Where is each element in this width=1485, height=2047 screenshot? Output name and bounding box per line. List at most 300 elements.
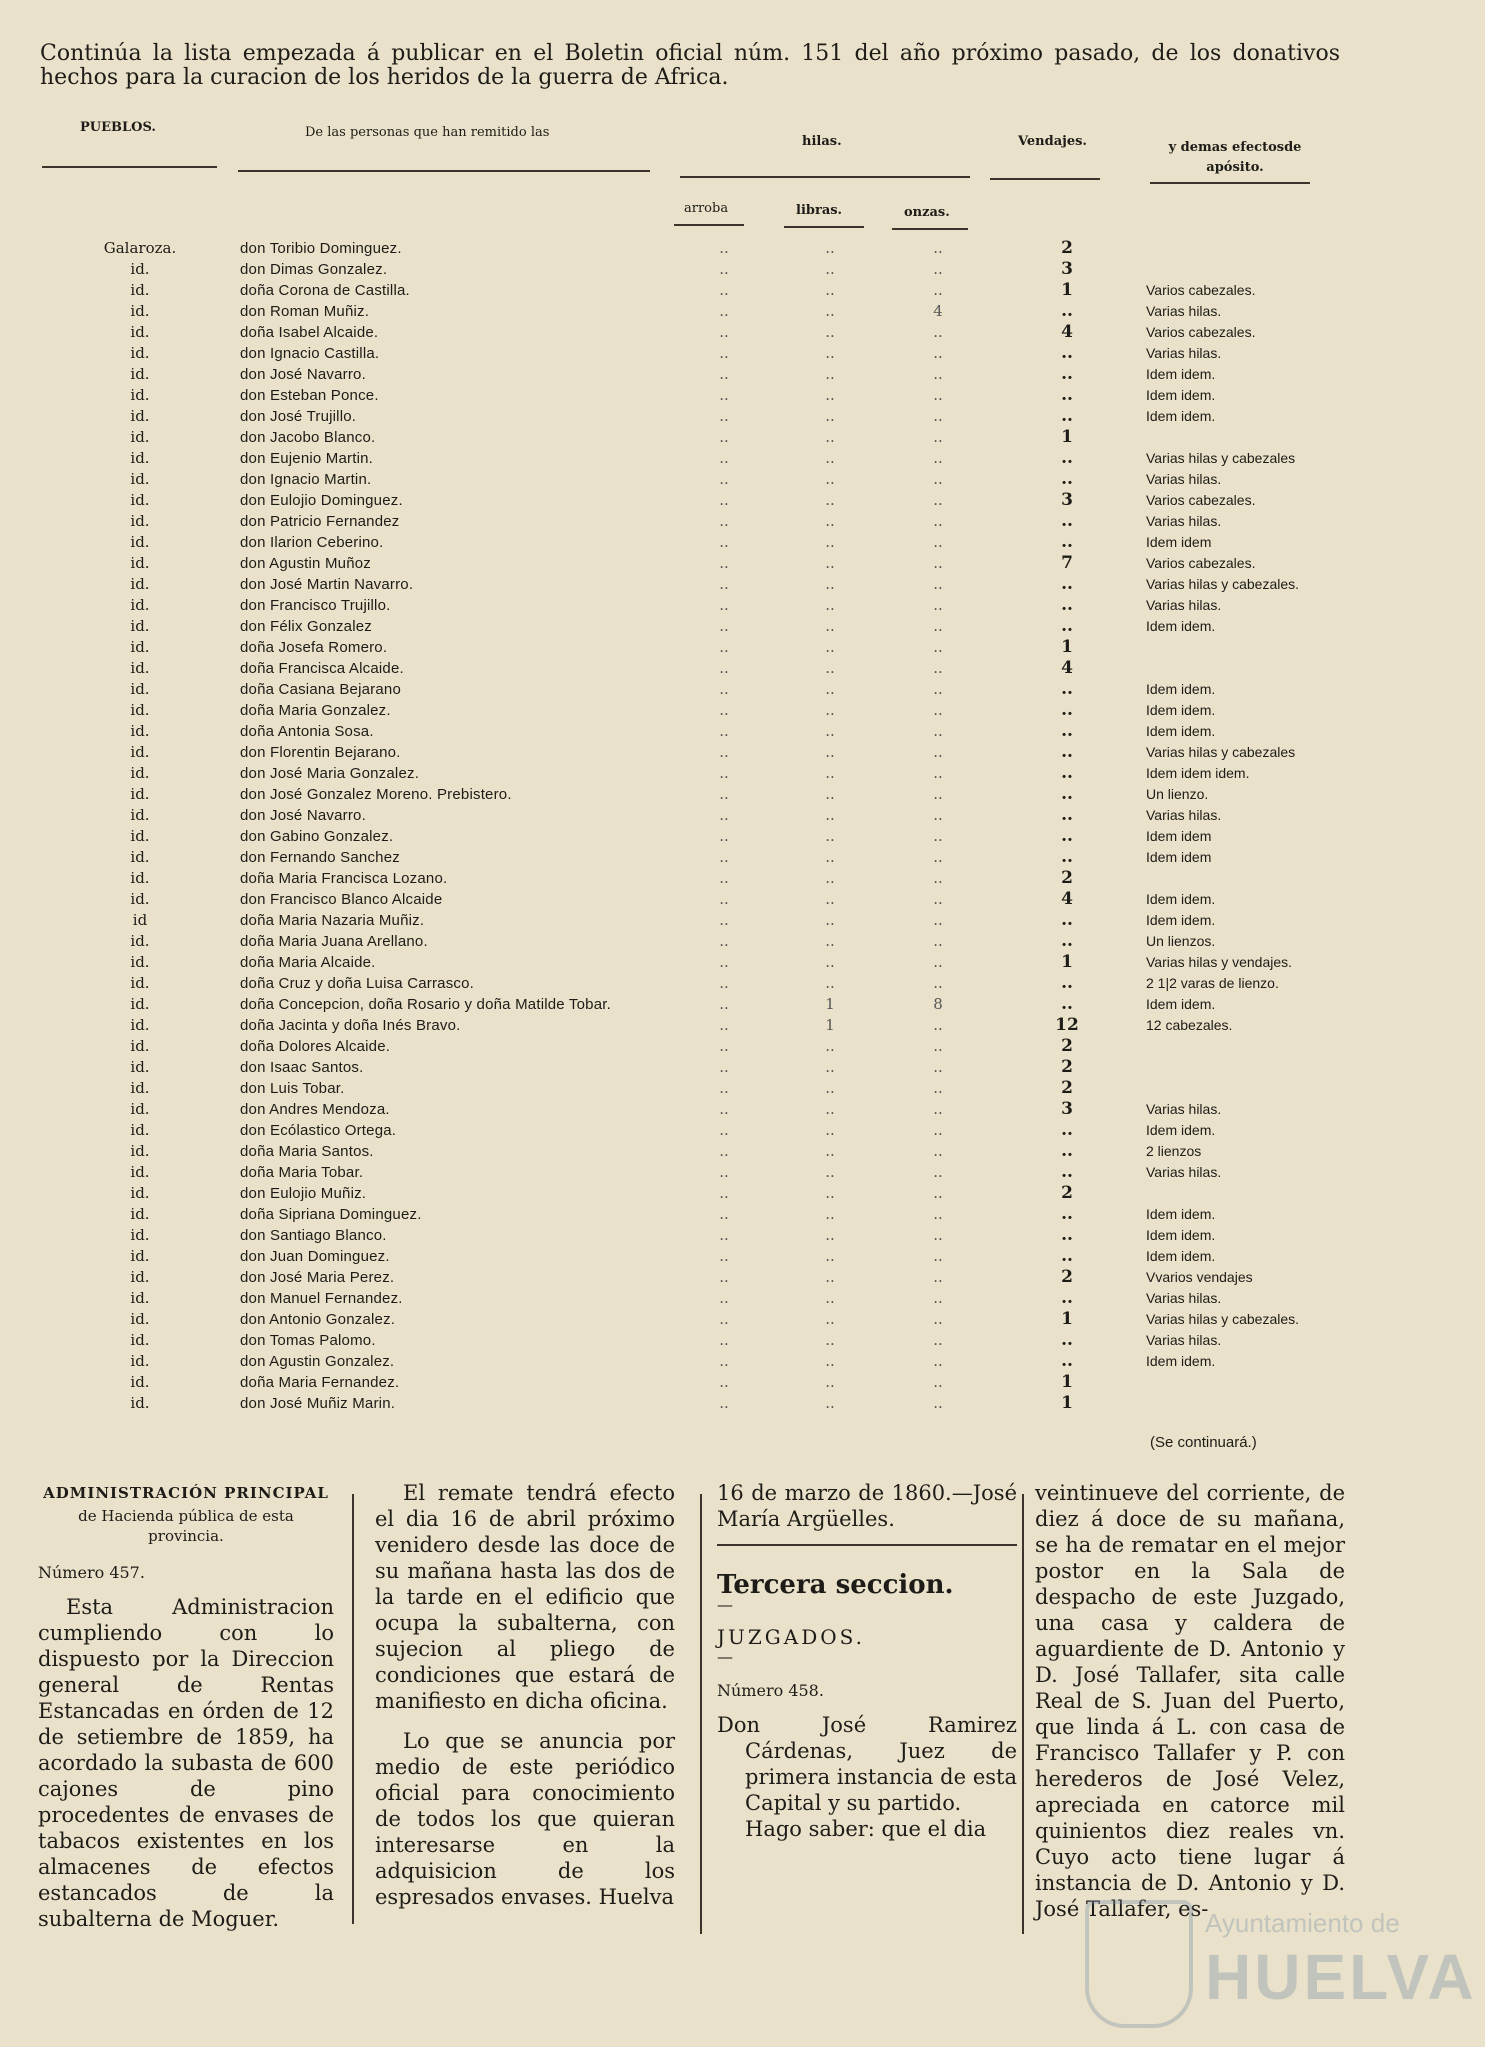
row-persona: don Ignacio Martin. xyxy=(240,471,372,488)
row-onzas: .. xyxy=(933,1100,943,1118)
section-title: Tercera seccion. xyxy=(717,1570,954,1600)
row-onzas: .. xyxy=(933,1121,943,1139)
table-row xyxy=(0,448,1485,469)
column-administracion xyxy=(38,1480,334,1932)
row-vendajes: .. xyxy=(1061,406,1073,426)
table-row xyxy=(0,364,1485,385)
judge-line: Don José Ramirez Cárdenas, Juez de primera instancia de esta Capital y su partido. xyxy=(717,1713,1017,1815)
row-vendajes: 1 xyxy=(1061,1309,1073,1329)
row-onzas: .. xyxy=(933,974,943,992)
row-pueblo: id. xyxy=(130,785,150,803)
row-libras: .. xyxy=(825,932,835,950)
continuara-note: (Se continuará.) xyxy=(1150,1434,1257,1451)
row-persona: doña Maria Nazaria Muñiz. xyxy=(240,912,425,929)
table-row xyxy=(0,931,1485,952)
table-row xyxy=(0,1036,1485,1057)
row-pueblo: id. xyxy=(130,1331,150,1349)
table-row xyxy=(0,1288,1485,1309)
row-vendajes: .. xyxy=(1061,742,1073,762)
row-arroba: .. xyxy=(719,785,729,803)
row-efectos: Idem idem. xyxy=(1146,1248,1216,1264)
row-persona: don Eulojio Muñiz. xyxy=(240,1185,367,1202)
row-onzas: .. xyxy=(933,596,943,614)
row-onzas: .. xyxy=(933,365,943,383)
table-row xyxy=(0,1309,1485,1330)
table-row xyxy=(0,784,1485,805)
row-pueblo: id. xyxy=(130,1037,150,1055)
row-libras: .. xyxy=(825,638,835,656)
row-libras: .. xyxy=(825,1289,835,1307)
row-onzas: .. xyxy=(933,617,943,635)
row-pueblo: id. xyxy=(130,512,150,530)
row-persona: doña Maria Francisca Lozano. xyxy=(240,870,448,887)
row-persona: doña Cruz y doña Luisa Carrasco. xyxy=(240,975,475,992)
header-libras: libras. xyxy=(796,203,843,218)
row-persona: don Manuel Fernandez. xyxy=(240,1290,403,1307)
row-libras: .. xyxy=(825,1184,835,1202)
row-onzas: .. xyxy=(933,911,943,929)
row-persona: don José Maria Gonzalez. xyxy=(240,765,420,782)
header-rule xyxy=(238,170,650,172)
header-efectos: y demas efectosde apósito. xyxy=(1168,140,1302,175)
row-libras: .. xyxy=(825,1142,835,1160)
row-onzas: .. xyxy=(933,386,943,404)
row-onzas: .. xyxy=(933,449,943,467)
table-row xyxy=(0,742,1485,763)
row-persona: doña Josefa Romero. xyxy=(240,639,388,656)
header-rule xyxy=(42,166,217,168)
row-onzas: .. xyxy=(933,848,943,866)
row-persona: doña Maria Juana Arellano. xyxy=(240,933,428,950)
row-onzas: .. xyxy=(933,785,943,803)
row-efectos: Varias hilas y cabezales. xyxy=(1146,1311,1300,1327)
row-vendajes: .. xyxy=(1061,1162,1073,1182)
row-vendajes: 12 xyxy=(1055,1015,1079,1035)
row-libras: .. xyxy=(825,722,835,740)
row-arroba: .. xyxy=(719,1247,729,1265)
row-persona: don Isaac Santos. xyxy=(240,1059,364,1076)
row-vendajes: 1 xyxy=(1061,952,1073,972)
row-arroba: .. xyxy=(719,680,729,698)
table-row xyxy=(0,994,1485,1015)
row-vendajes: .. xyxy=(1061,595,1073,615)
row-persona: doña Jacinta y doña Inés Bravo. xyxy=(240,1017,461,1034)
row-libras: .. xyxy=(825,449,835,467)
row-libras: .. xyxy=(825,911,835,929)
row-efectos: Idem idem xyxy=(1146,849,1212,865)
date-signature: 16 de marzo de 1860.—José María Argüelles. xyxy=(717,1481,1017,1531)
row-vendajes: .. xyxy=(1061,847,1073,867)
row-efectos: Idem idem. xyxy=(1146,618,1216,634)
row-arroba: .. xyxy=(719,1205,729,1223)
row-arroba: .. xyxy=(719,638,729,656)
row-onzas: .. xyxy=(933,1205,943,1223)
row-pueblo: id. xyxy=(130,1352,150,1370)
row-persona: don José Navarro. xyxy=(240,366,366,383)
row-pueblo: id. xyxy=(130,1226,150,1244)
row-arroba: .. xyxy=(719,512,729,530)
row-efectos: Idem idem xyxy=(1146,828,1212,844)
row-libras: .. xyxy=(825,344,835,362)
watermark-logo xyxy=(1085,1900,1477,2030)
row-arroba: .. xyxy=(719,722,729,740)
table-row xyxy=(0,301,1485,322)
row-pueblo: id. xyxy=(130,554,150,572)
row-libras: .. xyxy=(825,1352,835,1370)
row-vendajes: .. xyxy=(1061,1225,1073,1245)
row-pueblo: id. xyxy=(130,995,150,1013)
row-arroba: .. xyxy=(719,1394,729,1412)
row-persona: don Toribio Dominguez. xyxy=(240,240,402,257)
row-pueblo: id. xyxy=(130,806,150,824)
row-arroba: .. xyxy=(719,491,729,509)
row-arroba: .. xyxy=(719,323,729,341)
table-row xyxy=(0,1015,1485,1036)
row-libras: .. xyxy=(825,386,835,404)
row-vendajes: 1 xyxy=(1061,280,1073,300)
row-arroba: .. xyxy=(719,995,729,1013)
row-efectos: Idem idem. xyxy=(1146,1227,1216,1243)
row-pueblo: id. xyxy=(130,575,150,593)
row-onzas: .. xyxy=(933,1352,943,1370)
row-vendajes: 1 xyxy=(1061,637,1073,657)
row-pueblo: id. xyxy=(130,533,150,551)
row-libras: .. xyxy=(825,1226,835,1244)
row-libras: .. xyxy=(825,554,835,572)
row-libras: .. xyxy=(825,1268,835,1286)
header-rule xyxy=(680,176,970,178)
row-arroba: .. xyxy=(719,953,729,971)
table-row xyxy=(0,826,1485,847)
table-row xyxy=(0,952,1485,973)
row-efectos: Vvarios vendajes xyxy=(1146,1269,1253,1285)
row-arroba: .. xyxy=(719,806,729,824)
table-row xyxy=(0,679,1485,700)
row-pueblo: id. xyxy=(130,1184,150,1202)
row-persona: don Patricio Fernandez xyxy=(240,513,400,530)
table-row xyxy=(0,700,1485,721)
row-vendajes: .. xyxy=(1061,511,1073,531)
row-onzas: .. xyxy=(933,953,943,971)
table-row xyxy=(0,847,1485,868)
row-vendajes: .. xyxy=(1061,1141,1073,1161)
row-persona: don Félix Gonzalez xyxy=(240,618,373,635)
row-arroba: .. xyxy=(719,1016,729,1034)
row-vendajes: 2 xyxy=(1061,1267,1073,1287)
row-vendajes: .. xyxy=(1061,469,1073,489)
section-heading: ADMINISTRACIÓN PRINCIPAL xyxy=(43,1484,329,1502)
table-row xyxy=(0,469,1485,490)
row-persona: doña Antonia Sosa. xyxy=(240,723,374,740)
header-rule xyxy=(892,228,968,230)
row-onzas: 4 xyxy=(933,302,943,320)
row-persona: don Agustin Gonzalez. xyxy=(240,1353,395,1370)
row-vendajes: 1 xyxy=(1061,1372,1073,1392)
row-onzas: .. xyxy=(933,554,943,572)
row-libras: .. xyxy=(825,260,835,278)
table-row xyxy=(0,1057,1485,1078)
row-persona: doña Francisca Alcaide. xyxy=(240,660,404,677)
table-row xyxy=(0,595,1485,616)
row-persona: doña Sipriana Dominguez. xyxy=(240,1206,422,1223)
table-row xyxy=(0,553,1485,574)
row-libras: .. xyxy=(825,575,835,593)
row-onzas: .. xyxy=(933,827,943,845)
row-arroba: .. xyxy=(719,1310,729,1328)
column-divider xyxy=(352,1494,354,1924)
row-efectos: Idem idem. xyxy=(1146,723,1216,739)
row-libras: .. xyxy=(825,659,835,677)
row-efectos: Un lienzo. xyxy=(1146,786,1209,802)
row-onzas: .. xyxy=(933,806,943,824)
row-persona: doña Maria Tobar. xyxy=(240,1164,364,1181)
table-row xyxy=(0,1120,1485,1141)
row-libras: .. xyxy=(825,1079,835,1097)
row-vendajes: 4 xyxy=(1061,322,1073,342)
row-persona: don Tomas Palomo. xyxy=(240,1332,376,1349)
row-libras: .. xyxy=(825,953,835,971)
table-row xyxy=(0,1330,1485,1351)
hago-saber: Hago saber: que el dia xyxy=(745,1817,987,1841)
row-arroba: .. xyxy=(719,386,729,404)
row-onzas: .. xyxy=(933,1394,943,1412)
row-onzas: 8 xyxy=(933,995,943,1013)
row-efectos: Idem idem. xyxy=(1146,702,1216,718)
row-onzas: .. xyxy=(933,491,943,509)
row-persona: doña Isabel Alcaide. xyxy=(240,324,379,341)
row-libras: .. xyxy=(825,428,835,446)
row-persona: don Santiago Blanco. xyxy=(240,1227,387,1244)
row-vendajes: 2 xyxy=(1061,1078,1073,1098)
row-efectos: Varias hilas. xyxy=(1146,1332,1222,1348)
table-row xyxy=(0,427,1485,448)
row-efectos: 2 1|2 varas de lienzo. xyxy=(1146,975,1279,991)
row-onzas: .. xyxy=(933,1142,943,1160)
row-vendajes: .. xyxy=(1061,1120,1073,1140)
row-onzas: .. xyxy=(933,575,943,593)
row-vendajes: .. xyxy=(1061,994,1073,1014)
row-pueblo: id. xyxy=(130,1100,150,1118)
row-vendajes: .. xyxy=(1061,385,1073,405)
table-row xyxy=(0,805,1485,826)
row-vendajes: .. xyxy=(1061,679,1073,699)
row-pueblo: id. xyxy=(130,1289,150,1307)
row-pueblo: id. xyxy=(130,1163,150,1181)
row-onzas: .. xyxy=(933,533,943,551)
row-libras: .. xyxy=(825,806,835,824)
row-libras: .. xyxy=(825,533,835,551)
row-persona: don Luis Tobar. xyxy=(240,1080,345,1097)
table-row xyxy=(0,259,1485,280)
row-arroba: .. xyxy=(719,470,729,488)
row-onzas: .. xyxy=(933,1289,943,1307)
table-row xyxy=(0,1372,1485,1393)
table-row xyxy=(0,1162,1485,1183)
row-libras: .. xyxy=(825,617,835,635)
row-pueblo: id. xyxy=(130,1142,150,1160)
row-libras: 1 xyxy=(825,1016,835,1034)
row-libras: .. xyxy=(825,1163,835,1181)
row-efectos: Idem idem. xyxy=(1146,996,1216,1012)
row-vendajes: 3 xyxy=(1061,259,1073,279)
row-pueblo: id. xyxy=(130,722,150,740)
row-arroba: .. xyxy=(719,911,729,929)
row-arroba: .. xyxy=(719,848,729,866)
row-onzas: .. xyxy=(933,239,943,257)
row-onzas: .. xyxy=(933,1373,943,1391)
row-libras: .. xyxy=(825,1310,835,1328)
row-onzas: .. xyxy=(933,638,943,656)
row-vendajes: .. xyxy=(1061,1288,1073,1308)
table-row xyxy=(0,532,1485,553)
row-onzas: .. xyxy=(933,281,943,299)
row-persona: don Eulojio Dominguez. xyxy=(240,492,403,509)
row-efectos: Idem idem. xyxy=(1146,408,1216,424)
row-arroba: .. xyxy=(719,554,729,572)
row-vendajes: 7 xyxy=(1061,553,1073,573)
row-vendajes: .. xyxy=(1061,805,1073,825)
row-persona: doña Dolores Alcaide. xyxy=(240,1038,391,1055)
watermark-line1: Ayuntamiento de xyxy=(1205,1908,1400,1938)
row-libras: .. xyxy=(825,323,835,341)
row-persona: don José Muñiz Marin. xyxy=(240,1395,396,1412)
header-rule xyxy=(674,224,744,226)
table-row xyxy=(0,574,1485,595)
row-efectos: Idem idem xyxy=(1146,534,1212,550)
row-pueblo: id. xyxy=(130,281,150,299)
row-pueblo: id. xyxy=(130,638,150,656)
row-libras: .. xyxy=(825,1121,835,1139)
row-efectos: Varias hilas. xyxy=(1146,513,1222,529)
row-persona: don Dimas Gonzalez. xyxy=(240,261,388,278)
row-onzas: .. xyxy=(933,1079,943,1097)
row-onzas: .. xyxy=(933,1037,943,1055)
row-vendajes: 2 xyxy=(1061,1036,1073,1056)
row-onzas: .. xyxy=(933,344,943,362)
row-vendajes: .. xyxy=(1061,343,1073,363)
row-libras: .. xyxy=(825,890,835,908)
notice-paragraph: Lo que se anuncia por medio de este periódico oficial para conocimiento de todos los que quieran interesarse en la adquisicion de los espresados envases. Huelva xyxy=(375,1729,675,1909)
row-efectos: Varias hilas y cabezales xyxy=(1146,450,1296,466)
row-libras: .. xyxy=(825,974,835,992)
row-arroba: .. xyxy=(719,1142,729,1160)
table-row xyxy=(0,385,1485,406)
row-libras: .. xyxy=(825,1394,835,1412)
row-persona: don Roman Muñiz. xyxy=(240,303,370,320)
row-vendajes: 1 xyxy=(1061,1393,1073,1413)
row-efectos: Idem idem. xyxy=(1146,366,1216,382)
section-rule xyxy=(717,1544,1017,1546)
row-pueblo: id. xyxy=(130,386,150,404)
header-arroba: arroba xyxy=(684,201,729,216)
row-arroba: .. xyxy=(719,1331,729,1349)
header-onzas: onzas. xyxy=(904,205,950,220)
row-efectos: Varias hilas. xyxy=(1146,1101,1222,1117)
row-persona: doña Maria Gonzalez. xyxy=(240,702,391,719)
row-pueblo: id. xyxy=(130,449,150,467)
shield-icon xyxy=(1085,1900,1193,2028)
row-pueblo: id. xyxy=(130,827,150,845)
row-persona: doña Corona de Castilla. xyxy=(240,282,410,299)
row-persona: don Esteban Ponce. xyxy=(240,387,379,404)
row-pueblo: id. xyxy=(130,1205,150,1223)
row-efectos: 2 lienzos xyxy=(1146,1143,1202,1159)
row-efectos: Varias hilas. xyxy=(1146,1164,1222,1180)
row-onzas: .. xyxy=(933,1268,943,1286)
row-persona: don José Gonzalez Moreno. Prebistero. xyxy=(240,786,512,803)
row-onzas: .. xyxy=(933,1331,943,1349)
section-subheading: de Hacienda pública de esta provincia. xyxy=(78,1507,294,1545)
table-row xyxy=(0,1141,1485,1162)
row-arroba: .. xyxy=(719,428,729,446)
row-libras: .. xyxy=(825,680,835,698)
row-libras: .. xyxy=(825,764,835,782)
row-efectos: Idem idem. xyxy=(1146,1122,1216,1138)
row-onzas: .. xyxy=(933,1163,943,1181)
row-persona: don Gabino Gonzalez. xyxy=(240,828,394,845)
row-libras: .. xyxy=(825,1331,835,1349)
header-vendajes: Vendajes. xyxy=(1018,134,1087,149)
row-arroba: .. xyxy=(719,1079,729,1097)
row-vendajes: .. xyxy=(1061,616,1073,636)
table-row xyxy=(0,1225,1485,1246)
row-pueblo: id. xyxy=(130,407,150,425)
row-arroba: .. xyxy=(719,1226,729,1244)
table-row xyxy=(0,238,1485,259)
row-arroba: .. xyxy=(719,365,729,383)
row-pueblo: id. xyxy=(130,1121,150,1139)
row-efectos: 12 cabezales. xyxy=(1146,1017,1233,1033)
row-onzas: .. xyxy=(933,428,943,446)
row-arroba: .. xyxy=(719,575,729,593)
row-vendajes: .. xyxy=(1061,973,1073,993)
row-efectos: Varias hilas. xyxy=(1146,345,1222,361)
row-libras: .. xyxy=(825,1100,835,1118)
row-libras: .. xyxy=(825,869,835,887)
column-remate xyxy=(375,1480,675,1910)
row-onzas: .. xyxy=(933,764,943,782)
row-efectos: Idem idem. xyxy=(1146,891,1216,907)
row-persona: don José Martin Navarro. xyxy=(240,576,414,593)
row-pueblo: id. xyxy=(130,1268,150,1286)
row-efectos: Varios cabezales. xyxy=(1146,282,1256,298)
row-persona: don Antonio Gonzalez. xyxy=(240,1311,396,1328)
table-row xyxy=(0,322,1485,343)
row-libras: .. xyxy=(825,491,835,509)
row-arroba: .. xyxy=(719,764,729,782)
row-vendajes: .. xyxy=(1061,700,1073,720)
notice-body: veintinueve del corriente, de diez á doce de su mañana, se ha de rematar en el mejor postor en la Sala de despacho de este Juzgado, una casa y caldera de aguardiente de D. Antonio y D. José Tallafer, sita calle Real de S. Juan del Puerto, que linda á L. con casa de Francisco Tallafer y P. con herederos de José Velez, apreciada en catorce mil quinientos diez reales vn. Cuyo acto tiene lugar á instancia de D. Antonio y D. José Tallafer, es- xyxy=(1035,1481,1345,1921)
row-onzas: .. xyxy=(933,1247,943,1265)
row-pueblo: id. xyxy=(130,659,150,677)
row-arroba: .. xyxy=(719,407,729,425)
row-libras: .. xyxy=(825,1058,835,1076)
row-libras: .. xyxy=(825,470,835,488)
table-row xyxy=(0,658,1485,679)
row-onzas: .. xyxy=(933,260,943,278)
row-vendajes: .. xyxy=(1061,1330,1073,1350)
watermark-line2: HUELVA xyxy=(1205,1941,1477,2013)
row-libras: 1 xyxy=(825,995,835,1013)
row-efectos: Varios cabezales. xyxy=(1146,555,1256,571)
row-arroba: .. xyxy=(719,890,729,908)
row-arroba: .. xyxy=(719,260,729,278)
row-vendajes: 2 xyxy=(1061,868,1073,888)
row-vendajes: .. xyxy=(1061,931,1073,951)
column-divider xyxy=(700,1494,702,1934)
row-persona: don Andres Mendoza. xyxy=(240,1101,390,1118)
row-pueblo: id. xyxy=(130,1247,150,1265)
